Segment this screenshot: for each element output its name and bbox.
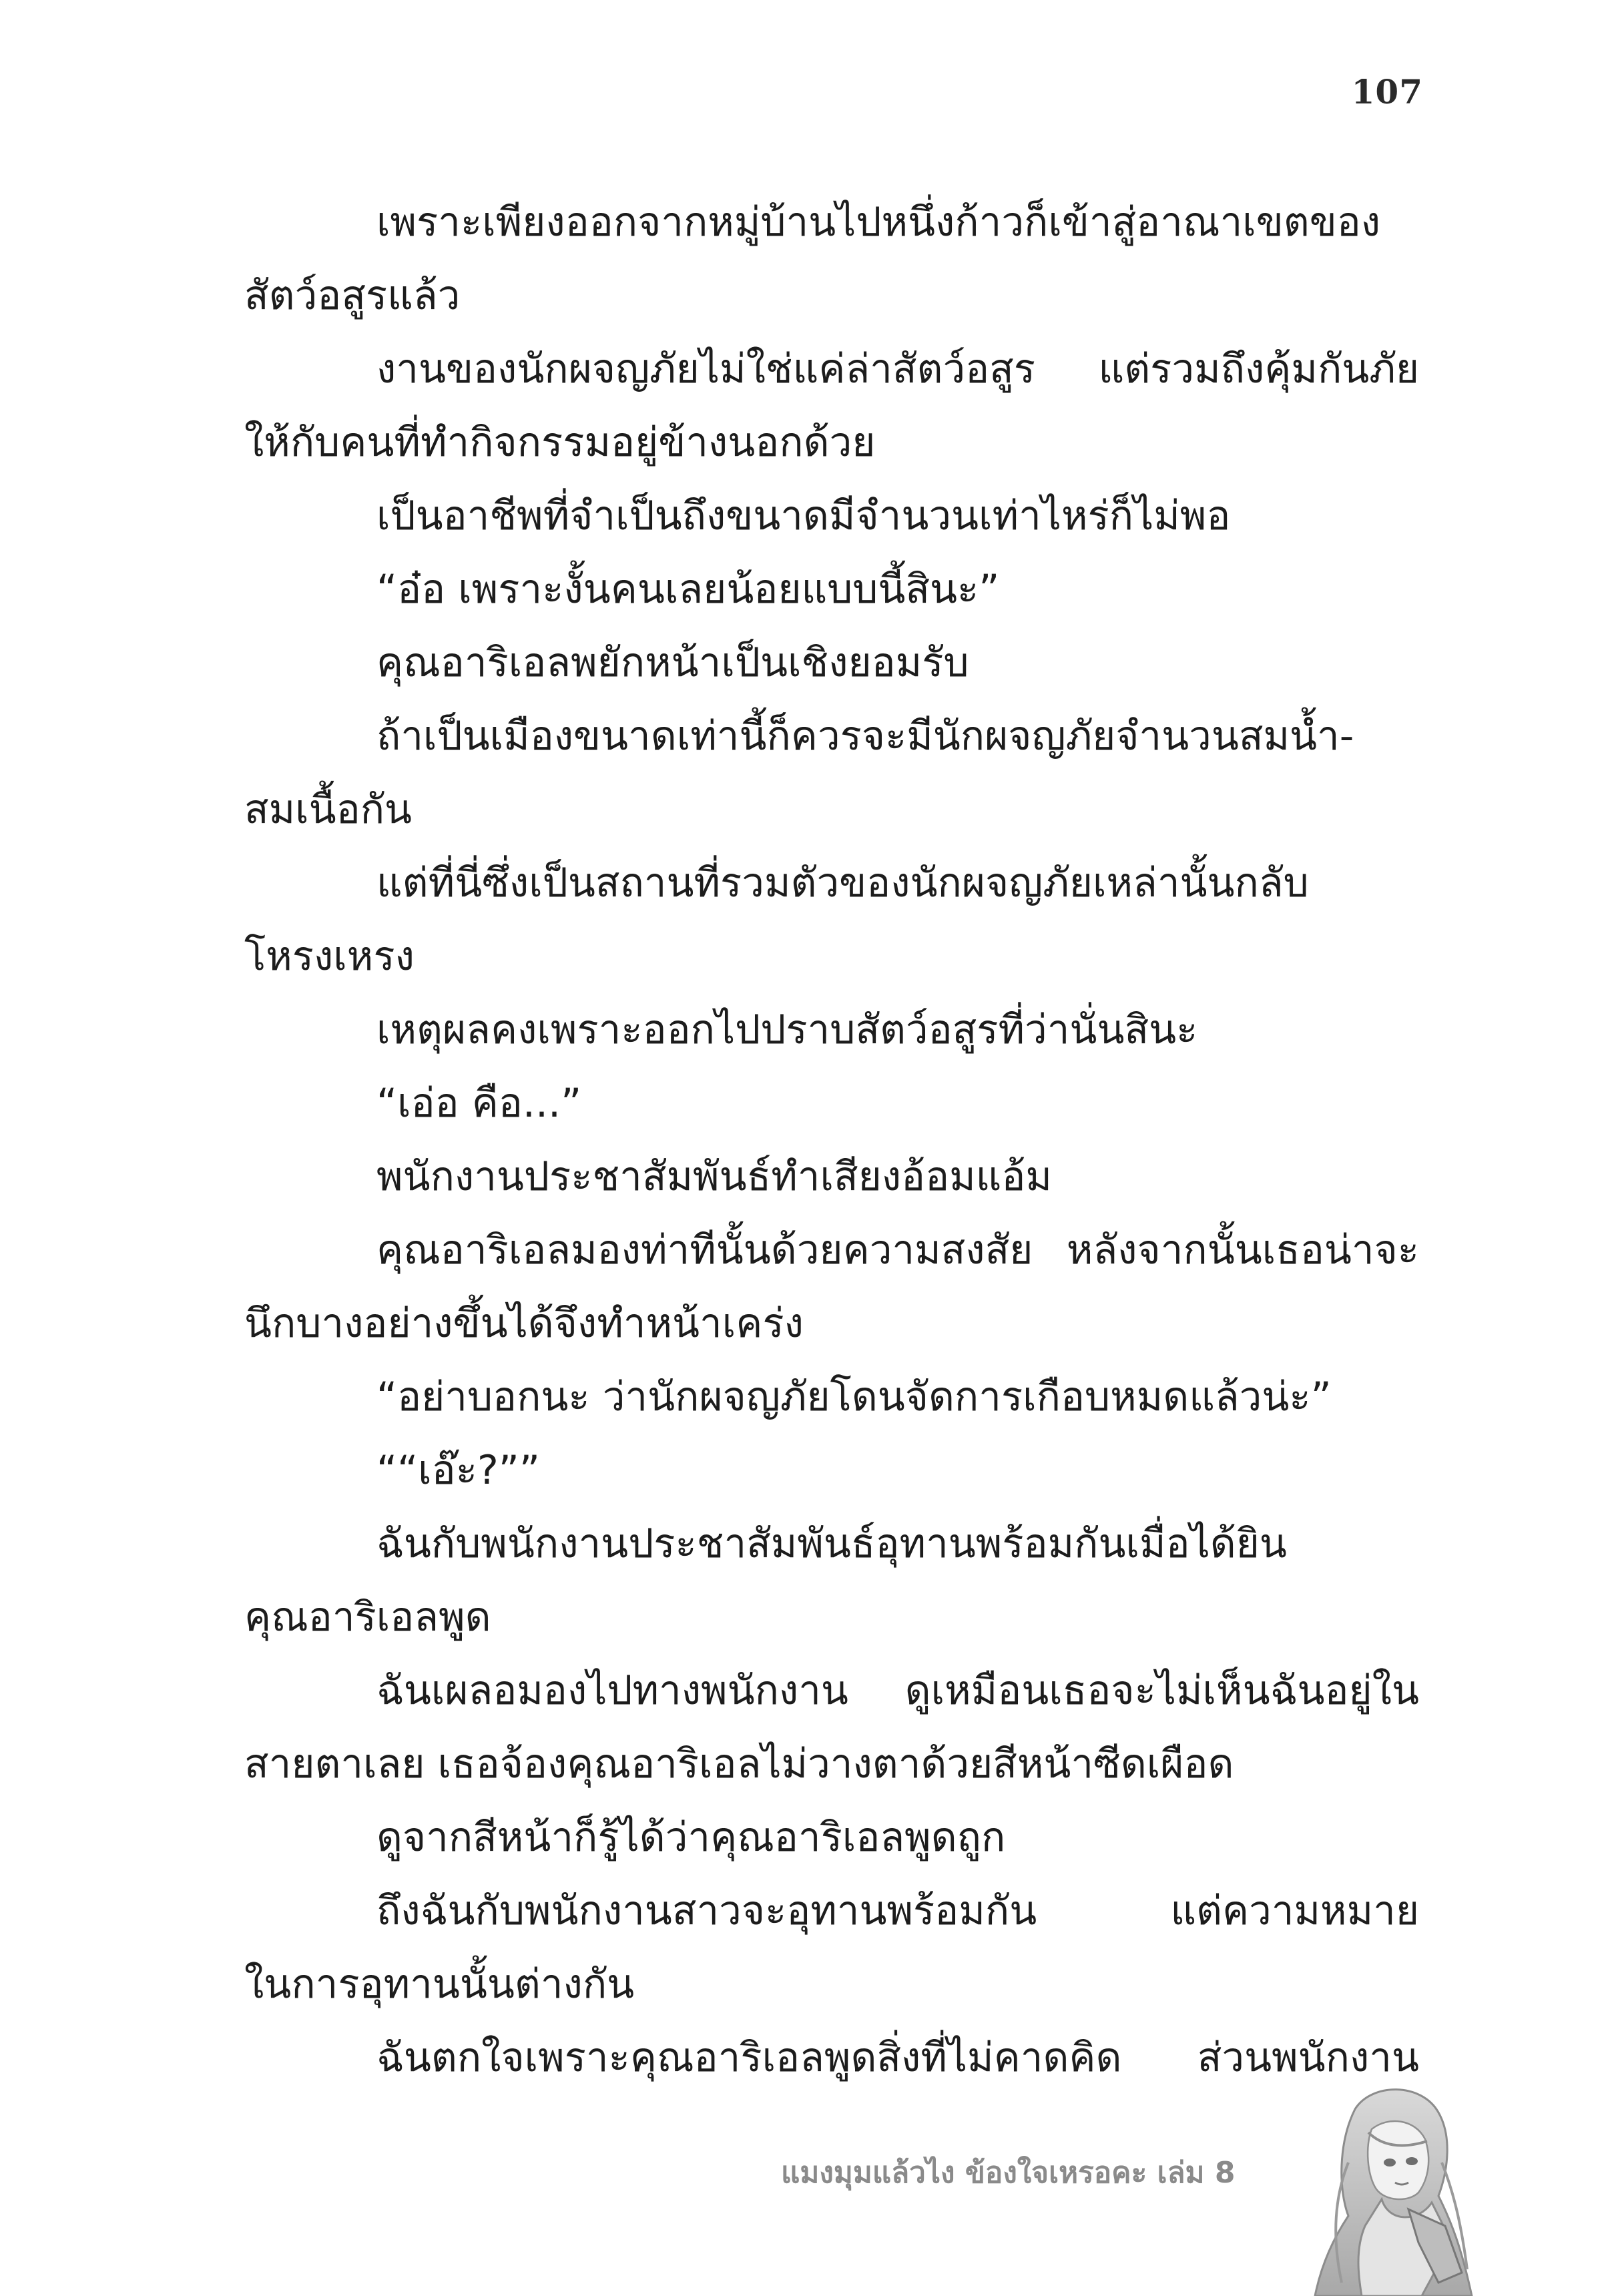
- text-line: ฉันกับพนักงานประชาสัมพันธ์อุทานพร้อมกันเมื่อได้ยิน: [376, 1520, 1287, 1567]
- text-line: ในการอุทานนั้นต่างกัน: [244, 1961, 635, 2008]
- text-line: ให้กับคนที่ทำกิจกรรมอยู่ข้างนอกด้วย: [244, 419, 876, 466]
- text-line: ถึงฉันกับพนักงานสาวจะอุทานพร้อมกัน แต่ความหมาย: [376, 1888, 1419, 1934]
- text-line: ดูจากสีหน้าก็รู้ได้ว่าคุณอาริเอลพูดถูก: [376, 1814, 1006, 1861]
- text-line: สัตว์อสูรแล้ว: [244, 272, 461, 319]
- character-illustration-icon: [1308, 2082, 1475, 2296]
- text-line: ฉันตกใจเพราะคุณอาริเอลพูดสิ่งที่ไม่คาดคิด ส่วนพนักงาน: [376, 2034, 1419, 2081]
- text-line: สายตาเลย เธอจ้องคุณอาริเอลไม่วางตาด้วยสีหน้าซีดเผือด: [244, 1741, 1234, 1787]
- page-number: 107: [1351, 72, 1423, 111]
- text-line: งานของนักผจญภัยไม่ใช่แค่ล่าสัตว์อสูร แต่รวมถึงคุ้มกันภัย: [376, 346, 1419, 392]
- text-line: คุณอาริเอลพยักหน้าเป็นเชิงยอมรับ: [376, 639, 969, 686]
- text-line: “อย่าบอกนะ ว่านักผจญภัยโดนจัดการเกือบหมดแล้วน่ะ”: [376, 1374, 1332, 1420]
- text-line: เหตุผลคงเพราะออกไปปราบสัตว์อสูรที่ว่านั่นสินะ: [376, 1007, 1198, 1053]
- text-line: ถ้าเป็นเมืองขนาดเท่านี้ก็ควรจะมีนักผจญภัยจำนวนสมน้ำ-: [376, 713, 1354, 760]
- text-line: เป็นอาชีพที่จำเป็นถึงขนาดมีจำนวนเท่าไหร่ก็ไม่พอ: [376, 493, 1231, 539]
- text-line: นึกบางอย่างขึ้นได้จึงทำหน้าเคร่ง: [244, 1300, 804, 1347]
- text-line: “เอ่อ คือ...”: [376, 1080, 582, 1127]
- text-line: “อ๋อ เพราะงั้นคนเลยน้อยแบบนี้สินะ”: [376, 566, 1000, 613]
- text-line: โหรงเหรง: [244, 933, 415, 980]
- text-line: คุณอาริเอลพูด: [244, 1594, 491, 1641]
- footer-book-title: แมงมุมแล้วไง ข้องใจเหรอคะ เล่ม 8: [781, 2156, 1236, 2190]
- body-text: [244, 186, 1419, 2094]
- text-line: ฉันเผลอมองไปทางพนักงาน ดูเหมือนเธอจะไม่เห็นฉันอยู่ใน: [376, 1667, 1419, 1714]
- text-line: แต่ที่นี่ซึ่งเป็นสถานที่รวมตัวของนักผจญภัยเหล่านั้นกลับ: [376, 860, 1309, 906]
- text-line: สมเนื้อกัน: [244, 786, 413, 833]
- text-line: คุณอาริเอลมองท่าทีนั้นด้วยความสงสัย หลังจากนั้นเธอน่าจะ: [376, 1227, 1419, 1273]
- text-line: ““เอ๊ะ?””: [376, 1447, 540, 1494]
- text-line: เพราะเพียงออกจากหมู่บ้านไปหนึ่งก้าวก็เข้าสู่อาณาเขตของ: [376, 199, 1381, 246]
- text-line: พนักงานประชาสัมพันธ์ทำเสียงอ้อมแอ้ม: [376, 1153, 1052, 1200]
